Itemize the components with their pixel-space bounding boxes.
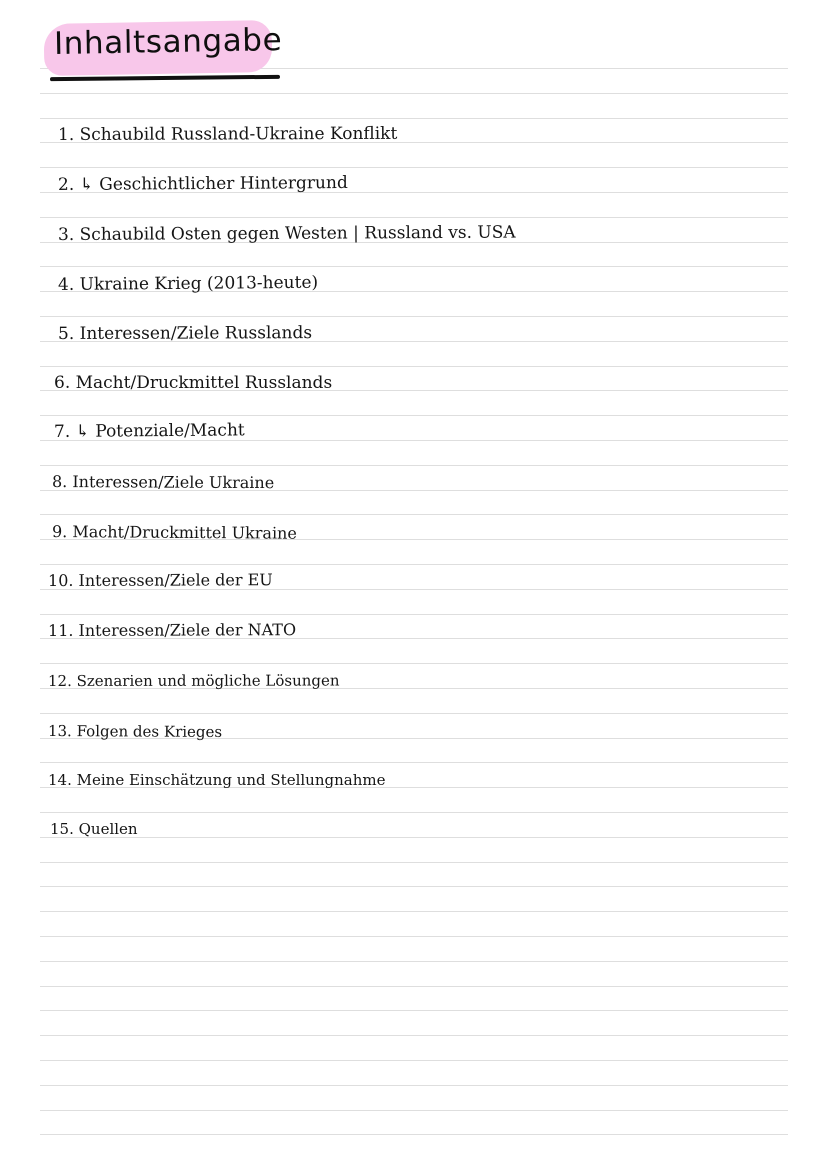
toc-entry-7: 7. ↳ Potenziale/Macht [53,420,245,442]
toc-entry-4: 4. Ukraine Krieg (2013-heute) [57,272,319,295]
toc-entry-12: 12. Szenarien und mögliche Lösungen [47,671,340,690]
toc-entry-11: 11. Interessen/Ziele der NATO [47,620,297,640]
toc-entry-14: 14. Meine Einschätzung und Stellungnahme [48,771,386,789]
toc-entry-15: 15. Quellen [50,820,138,838]
toc-entry-1: 1. Schaubild Russland-Ukraine Konflikt [57,123,398,145]
toc-entry-9: 9. Macht/Druckmittel Ukraine [51,522,297,543]
toc-entry-2: 2. ↳ Geschichtlicher Hintergrund [57,172,348,195]
toc-entry-10: 10. Interessen/Ziele der EU [47,570,273,590]
toc-entry-6: 6. Macht/Druckmittel Russlands [54,373,333,393]
toc-entry-8: 8. Interessen/Ziele Ukraine [51,472,275,493]
toc-entry-3: 3. Schaubild Osten gegen Westen | Russland vs. USA [57,222,516,245]
toc-entry-13: 13. Folgen des Krieges [47,722,223,741]
page-title: Inhaltsangabe [53,22,283,62]
toc-entry-5: 5. Interessen/Ziele Russlands [57,323,313,344]
